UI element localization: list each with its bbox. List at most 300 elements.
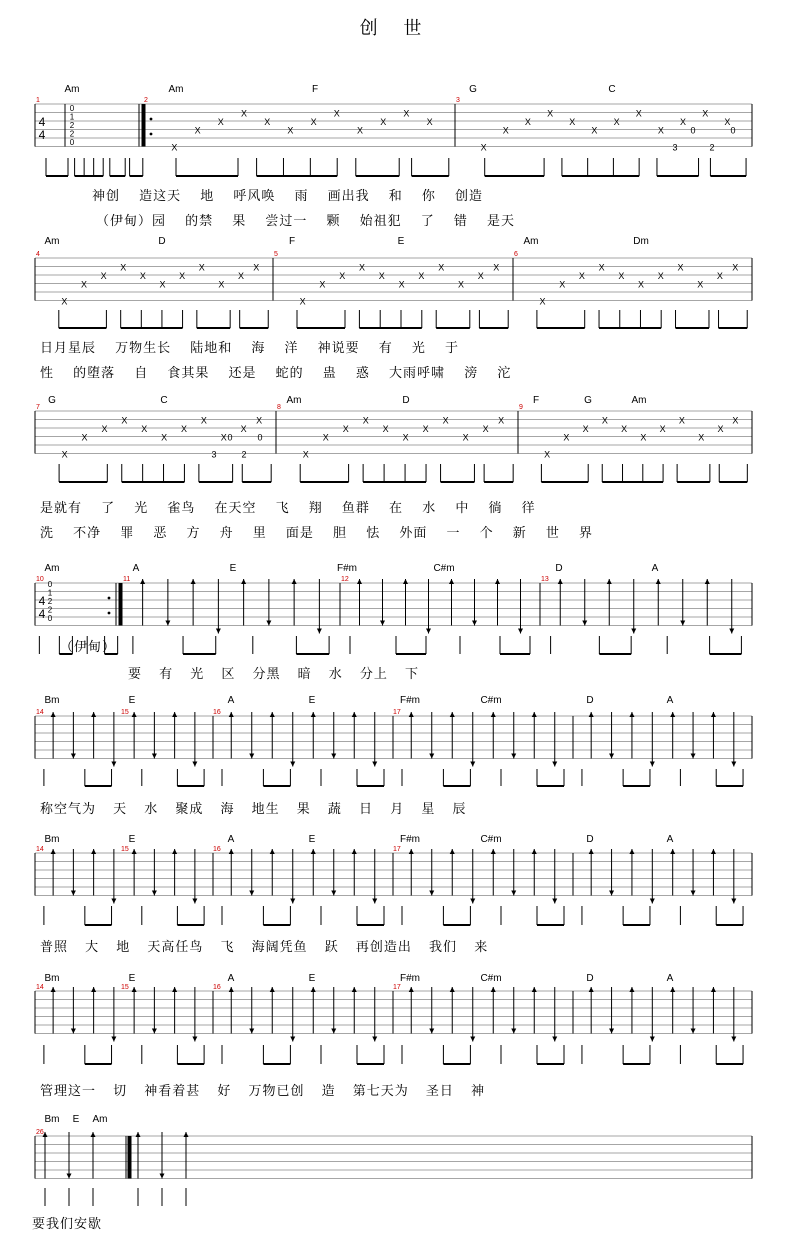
- tab-note: X: [403, 108, 410, 119]
- strum-down-arrow: [472, 621, 477, 626]
- tab-note: X: [732, 262, 739, 273]
- system-5: [35, 712, 752, 786]
- time-signature-top: 4: [38, 115, 46, 129]
- chord-name: A: [227, 834, 235, 845]
- measure-number: 26: [36, 1129, 44, 1136]
- tab-note: X: [462, 432, 469, 443]
- tab-note: X: [677, 262, 684, 273]
- tab-note: X: [563, 432, 570, 443]
- measure-number: 14: [36, 846, 44, 853]
- open-string-number: 0: [47, 614, 53, 623]
- strum-up-arrow: [357, 579, 362, 584]
- strum-up-arrow: [629, 849, 634, 854]
- strum-up-arrow: [656, 579, 661, 584]
- measure-number: 11: [123, 576, 131, 583]
- chord-name: C#m: [480, 834, 502, 845]
- strum-down-arrow: [429, 754, 434, 759]
- tab-note: X: [342, 424, 349, 434]
- strum-up-arrow: [449, 579, 454, 584]
- open-string-number: 0: [47, 580, 53, 589]
- strum-up-arrow: [352, 849, 357, 854]
- tab-note: X: [638, 279, 645, 290]
- lyric-line-1: 是就有 了 光 雀鸟 在天空 飞 翔 鱼群 在 水 中 徜 徉: [40, 501, 536, 516]
- measure-number: 14: [36, 709, 44, 716]
- chord-name: F: [288, 236, 296, 247]
- system-3: [35, 411, 752, 482]
- strum-down-arrow: [160, 1174, 165, 1179]
- tab-note: X: [477, 271, 484, 281]
- strum-up-arrow: [91, 987, 96, 992]
- strum-down-arrow: [552, 1037, 557, 1042]
- tab-note: X: [339, 271, 346, 281]
- tab-note: X: [657, 271, 664, 281]
- chord-name: F#m: [400, 834, 420, 845]
- strum-up-arrow: [491, 987, 496, 992]
- strum-up-arrow: [409, 712, 414, 717]
- chord-name: Am: [286, 395, 302, 406]
- tab-note: X: [302, 449, 309, 460]
- chord-name: D: [586, 695, 594, 706]
- measure-number: 16: [213, 984, 221, 991]
- strum-down-arrow: [511, 1029, 516, 1034]
- tab-note: X: [81, 432, 88, 443]
- tab-note: X: [582, 424, 589, 434]
- tab-note: X: [621, 424, 628, 434]
- strum-down-arrow: [511, 891, 516, 896]
- tab-note: X: [194, 125, 201, 136]
- chord-name: Am: [64, 84, 80, 95]
- open-string-number: 1: [47, 588, 53, 598]
- tab-note: X: [356, 125, 364, 136]
- strum-down-arrow: [249, 754, 254, 759]
- lyric-line-1: 管理这一 切 神看着甚 好 万物已创 造 第七天为 圣日 神: [40, 1084, 486, 1099]
- tab-note: X: [547, 108, 554, 119]
- strum-down-arrow: [552, 899, 557, 904]
- tab-note: X: [659, 424, 666, 434]
- tab-note: X: [544, 449, 551, 460]
- strum-up-arrow: [136, 1132, 141, 1137]
- strum-down-arrow: [111, 762, 116, 767]
- tab-note: X: [382, 424, 389, 434]
- strum-up-arrow: [292, 579, 297, 584]
- strum-up-arrow: [132, 849, 137, 854]
- tab-note: X: [218, 279, 225, 290]
- chord-name: A: [666, 834, 674, 845]
- repeat-dot: [150, 133, 153, 136]
- strum-up-arrow: [91, 849, 96, 854]
- tab-note: X: [601, 415, 608, 426]
- tab-note: X: [179, 271, 186, 281]
- strum-down-arrow: [609, 891, 614, 896]
- strum-up-arrow: [629, 987, 634, 992]
- tab-note: X: [100, 271, 107, 281]
- measure-number: 17: [393, 984, 401, 991]
- repeat-dot: [108, 612, 111, 615]
- lyric-line-2: （伊甸）园 的禁 果 尝过一 颗 始祖犯 了 错 是天: [96, 214, 516, 229]
- strum-up-arrow: [450, 849, 455, 854]
- chord-name: D: [555, 563, 563, 574]
- strum-down-arrow: [731, 1037, 736, 1042]
- chord-name: F: [532, 395, 540, 406]
- tab-note: X: [591, 125, 598, 136]
- tab-note: X: [502, 125, 509, 136]
- strum-down-arrow: [192, 1037, 197, 1042]
- tab-note: X: [310, 117, 317, 127]
- strum-down-arrow: [152, 891, 157, 896]
- strum-up-arrow: [229, 987, 234, 992]
- tab-note: X: [680, 117, 687, 127]
- strum-down-arrow: [372, 1037, 377, 1042]
- measure-number: 6: [514, 251, 518, 258]
- strum-up-arrow: [140, 579, 145, 584]
- system-7: [35, 987, 752, 1064]
- strum-down-arrow: [71, 1029, 76, 1034]
- fret-number: 0: [690, 125, 696, 136]
- strum-up-arrow: [241, 579, 246, 584]
- tab-note: X: [716, 271, 723, 281]
- chord-name: E: [229, 563, 237, 574]
- strum-up-arrow: [450, 712, 455, 717]
- strum-down-arrow: [582, 621, 587, 626]
- strum-down-arrow: [192, 762, 197, 767]
- chord-name: D: [158, 236, 166, 247]
- strum-up-arrow: [711, 849, 716, 854]
- chord-name: Bm: [44, 973, 60, 984]
- measure-number: 10: [36, 576, 44, 583]
- strum-down-arrow: [372, 899, 377, 904]
- measure-number: 1: [36, 97, 40, 104]
- strum-up-arrow: [51, 712, 56, 717]
- tab-note: X: [256, 415, 263, 426]
- strum-up-arrow: [91, 1132, 96, 1137]
- strum-down-arrow: [331, 891, 336, 896]
- tab-note: X: [697, 279, 704, 290]
- tab-note: X: [181, 424, 188, 434]
- strum-up-arrow: [532, 712, 537, 717]
- tab-note: X: [398, 279, 405, 290]
- strum-up-arrow: [229, 712, 234, 717]
- repeat-dot: [150, 118, 153, 121]
- tab-note: X: [422, 424, 429, 434]
- fret-number: 0: [730, 125, 736, 136]
- strum-down-arrow: [165, 621, 170, 626]
- strum-up-arrow: [491, 712, 496, 717]
- tab-note: X: [81, 279, 88, 290]
- tab-note: X: [159, 279, 166, 290]
- strum-down-arrow: [317, 629, 322, 634]
- strum-down-arrow: [111, 1037, 116, 1042]
- tab-note: X: [333, 108, 340, 119]
- strum-up-arrow: [607, 579, 612, 584]
- strum-up-arrow: [450, 987, 455, 992]
- strum-up-arrow: [270, 987, 275, 992]
- tab-note: X: [299, 296, 306, 307]
- tab-note: X: [640, 432, 647, 443]
- chord-name: D: [402, 395, 410, 406]
- tab-note: X: [457, 279, 465, 290]
- chord-name: F: [311, 84, 319, 95]
- lyric-line-1: 神创 造这天 地 呼风唤 雨 画出我 和 你 创造: [92, 189, 484, 204]
- chord-name: E: [128, 695, 136, 706]
- chord-name: Bm: [44, 695, 60, 706]
- tab-note: X: [358, 262, 366, 273]
- measure-number: 17: [393, 709, 401, 716]
- strum-up-arrow: [532, 849, 537, 854]
- tab-note: X: [402, 432, 409, 443]
- tab-note: X: [717, 424, 724, 434]
- time-signature-top: 4: [38, 594, 46, 608]
- strum-down-arrow: [552, 762, 557, 767]
- chord-name: Am: [168, 84, 184, 95]
- strum-down-arrow: [152, 754, 157, 759]
- tab-note: X: [426, 117, 433, 127]
- strum-down-arrow: [650, 899, 655, 904]
- chord-name: C#m: [433, 563, 455, 574]
- tab-note: X: [171, 142, 178, 153]
- chord-name: G: [469, 84, 477, 95]
- strum-down-arrow: [331, 754, 336, 759]
- strum-up-arrow: [311, 849, 316, 854]
- chord-name: Am: [523, 236, 539, 247]
- strum-up-arrow: [670, 987, 675, 992]
- measure-number: 7: [36, 404, 40, 411]
- strum-up-arrow: [670, 849, 675, 854]
- tab-note: X: [61, 449, 68, 460]
- tab-note: X: [598, 262, 605, 273]
- strum-down-arrow: [192, 899, 197, 904]
- tab-note: X: [635, 108, 642, 119]
- strum-down-arrow: [216, 629, 221, 634]
- chord-name: Bm: [44, 834, 60, 845]
- time-signature-bottom: 4: [38, 607, 46, 621]
- chord-name: Am: [92, 1114, 108, 1125]
- chord-name: D: [586, 973, 594, 984]
- strum-up-arrow: [711, 987, 716, 992]
- strum-down-arrow: [429, 1029, 434, 1034]
- tab-note: X: [678, 415, 685, 426]
- tab-note: X: [287, 125, 294, 136]
- tab-note: X: [200, 415, 207, 426]
- strum-up-arrow: [311, 712, 316, 717]
- chord-name: C#m: [480, 973, 502, 984]
- chord-name: C: [608, 84, 616, 95]
- lyric-line-1: 日月星辰 万物生长 陆地和 海 洋 神说要 有 光 于: [40, 341, 460, 356]
- chord-name: D: [586, 834, 594, 845]
- tab-note: X: [198, 262, 205, 273]
- strum-down-arrow: [372, 762, 377, 767]
- fret-number: 0: [257, 432, 263, 443]
- strum-up-arrow: [629, 712, 634, 717]
- system-6: [35, 849, 752, 925]
- fret-number: 3: [211, 449, 217, 460]
- tab-note: X: [61, 296, 68, 307]
- measure-number: 15: [121, 709, 129, 716]
- tab-note: X: [240, 108, 248, 119]
- tab-note: X: [578, 271, 585, 281]
- measure-number: 16: [213, 846, 221, 853]
- measure-number: 15: [121, 846, 129, 853]
- measure-number: 5: [274, 251, 278, 258]
- measure-number: 9: [519, 404, 523, 411]
- strum-up-arrow: [403, 579, 408, 584]
- chord-name: E: [308, 834, 316, 845]
- strum-down-arrow: [71, 754, 76, 759]
- tab-note: X: [539, 296, 546, 307]
- tab-note: X: [253, 262, 260, 273]
- chord-name: Bm: [44, 1114, 60, 1125]
- lyric-line-1: 普照 大 地 天高任鸟 飞 海阔凭鱼 跃 再创造出 我们 来: [40, 940, 489, 955]
- tab-note: X: [141, 424, 148, 434]
- tab-note: X: [657, 125, 664, 136]
- strum-up-arrow: [132, 987, 137, 992]
- chord-name: A: [227, 695, 235, 706]
- chord-name: Am: [631, 395, 647, 406]
- tab-note: X: [418, 271, 425, 281]
- strum-down-arrow: [266, 621, 271, 626]
- strum-down-arrow: [249, 891, 254, 896]
- strum-down-arrow: [290, 899, 295, 904]
- strum-down-arrow: [249, 1029, 254, 1034]
- strum-up-arrow: [172, 712, 177, 717]
- strum-up-arrow: [132, 712, 137, 717]
- tab-note: X: [438, 262, 445, 273]
- tab-note: X: [498, 415, 505, 426]
- strum-up-arrow: [352, 712, 357, 717]
- lyric-line-2: 性 的堕落 自 食其果 还是 蛇的 蛊 惑 大雨呼啸 滂 沱: [40, 366, 512, 381]
- tab-note: X: [264, 117, 271, 127]
- strum-up-arrow: [352, 987, 357, 992]
- fret-number: 2: [241, 449, 247, 460]
- strum-up-arrow: [589, 987, 594, 992]
- strum-up-arrow: [91, 712, 96, 717]
- strum-down-arrow: [731, 899, 736, 904]
- chord-name: Dm: [633, 236, 649, 247]
- open-string-number: 0: [69, 138, 75, 147]
- lyric-line-1: 要我们安歇: [32, 1217, 103, 1232]
- chord-name: A: [132, 563, 140, 574]
- tab-note: X: [380, 117, 387, 127]
- strum-down-arrow: [380, 621, 385, 626]
- measure-number: 15: [121, 984, 129, 991]
- strum-up-arrow: [270, 712, 275, 717]
- lyric-line-1: 要 有 光 区 分黑 暗 水 分上 下: [128, 667, 420, 682]
- strum-down-arrow: [331, 1029, 336, 1034]
- tab-note: X: [613, 117, 620, 127]
- tab-note: X: [319, 279, 326, 290]
- lyric-intro: （伊甸）: [60, 640, 117, 655]
- tab-note: X: [362, 415, 369, 426]
- chord-name: E: [308, 695, 316, 706]
- strum-down-arrow: [71, 891, 76, 896]
- measure-number: 12: [341, 576, 349, 583]
- strum-down-arrow: [631, 629, 636, 634]
- open-string-number: 2: [47, 597, 53, 606]
- strum-up-arrow: [311, 987, 316, 992]
- strum-up-arrow: [532, 987, 537, 992]
- strum-down-arrow: [650, 1037, 655, 1042]
- system-8: [35, 1132, 752, 1206]
- tab-note: X: [559, 279, 566, 290]
- chord-name: E: [397, 236, 405, 247]
- tab-note: X: [378, 271, 385, 281]
- strum-down-arrow: [429, 891, 434, 896]
- song-title: 创 世: [359, 18, 432, 39]
- strum-down-arrow: [152, 1029, 157, 1034]
- strum-down-arrow: [290, 1037, 295, 1042]
- measure-number: 13: [541, 576, 549, 583]
- tab-note: X: [121, 415, 128, 426]
- tab-note: X: [101, 424, 108, 434]
- tab-note: X: [702, 108, 709, 119]
- chord-name: A: [666, 973, 674, 984]
- strum-down-arrow: [691, 891, 696, 896]
- strum-up-arrow: [172, 849, 177, 854]
- measure-number: 2: [144, 97, 148, 104]
- measure-number: 8: [277, 404, 281, 411]
- strum-up-arrow: [558, 579, 563, 584]
- tab-note: X: [240, 424, 247, 434]
- tab-note: X: [217, 117, 224, 127]
- strum-down-arrow: [470, 899, 475, 904]
- open-string-number: 0: [69, 104, 75, 113]
- chord-name: E: [72, 1114, 80, 1125]
- tab-note: X: [618, 271, 625, 281]
- fret-number: 3: [672, 142, 678, 153]
- tab-note: X: [442, 415, 449, 426]
- tab-note: X: [480, 142, 487, 153]
- strum-up-arrow: [589, 712, 594, 717]
- lyric-line-1: 称空气为 天 水 聚成 海 地生 果 蔬 日 月 星 辰: [40, 802, 467, 817]
- chord-name: C#m: [480, 695, 502, 706]
- chord-name: A: [227, 973, 235, 984]
- chord-name: A: [666, 695, 674, 706]
- tab-note: X: [161, 432, 168, 443]
- strum-up-arrow: [495, 579, 500, 584]
- strum-down-arrow: [609, 1029, 614, 1034]
- strum-down-arrow: [691, 1029, 696, 1034]
- chord-name: F#m: [400, 973, 420, 984]
- open-string-number: 2: [47, 605, 53, 615]
- tab-note: X: [220, 432, 227, 443]
- strum-down-arrow: [290, 762, 295, 767]
- chord-name: E: [308, 973, 316, 984]
- strum-down-arrow: [470, 1037, 475, 1042]
- tab-note: X: [238, 271, 245, 281]
- strum-down-arrow: [111, 899, 116, 904]
- tab-note: X: [139, 271, 146, 281]
- chord-name: A: [651, 563, 659, 574]
- strum-up-arrow: [589, 849, 594, 854]
- tab-note: X: [724, 117, 731, 127]
- strum-down-arrow: [511, 754, 516, 759]
- strum-down-arrow: [67, 1174, 72, 1179]
- strum-up-arrow: [711, 712, 716, 717]
- tab-note: X: [732, 415, 739, 426]
- tab-note: X: [493, 262, 500, 273]
- strum-up-arrow: [409, 849, 414, 854]
- open-string-number: 1: [69, 112, 75, 122]
- chord-name: F#m: [400, 695, 420, 706]
- strum-up-arrow: [670, 712, 675, 717]
- strum-up-arrow: [51, 849, 56, 854]
- strum-up-arrow: [270, 849, 275, 854]
- strum-up-arrow: [191, 579, 196, 584]
- system-1: [35, 104, 752, 176]
- strum-up-arrow: [229, 849, 234, 854]
- lyric-line-2: 洗 不净 罪 恶 方 舟 里 面是 胆 怯 外面 一 个 新 世 界: [40, 526, 593, 541]
- tab-note: X: [322, 432, 329, 443]
- chord-name: G: [584, 395, 592, 406]
